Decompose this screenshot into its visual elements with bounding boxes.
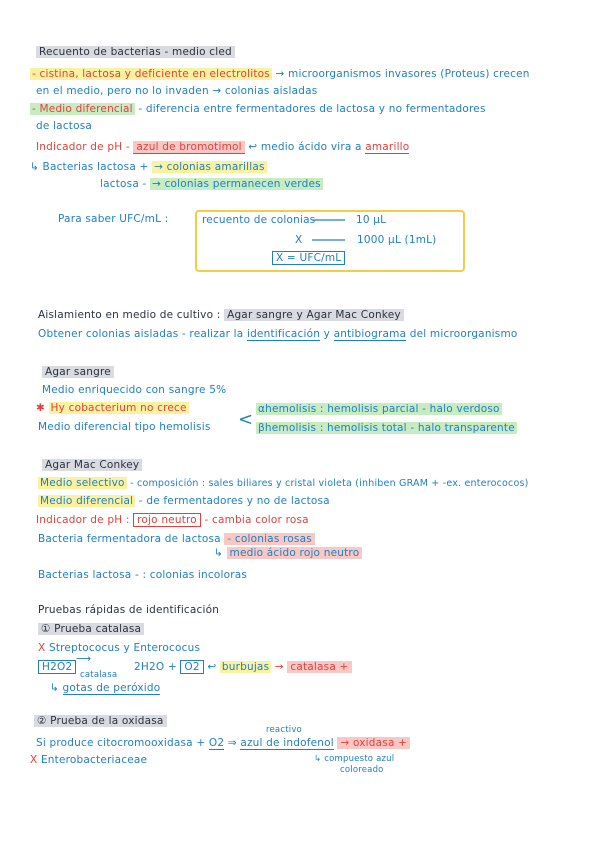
agar-sangre-title-text: Agar sangre	[42, 366, 114, 378]
cled-line-4	[36, 119, 92, 133]
ufc-result-text: X = UFC/mL	[272, 251, 345, 265]
azul-bromotimol: azul de bromotimol	[133, 141, 244, 154]
gotas-line	[50, 681, 160, 695]
y-text: y	[323, 328, 331, 340]
ufc-x: X	[295, 234, 303, 246]
oxidasa-line-2	[30, 753, 147, 767]
oxidasa-positive: → oxidasa +	[337, 737, 410, 749]
sangre-line-1	[42, 383, 226, 397]
gotas-peroxido: gotas de peróxido	[62, 682, 161, 694]
bracket-icon: <	[238, 409, 254, 430]
cled-line-1	[30, 67, 530, 81]
asterisk-icon: ✱	[36, 402, 45, 414]
mac-line-4	[38, 532, 315, 546]
coloreado-text: coloreado	[340, 765, 384, 775]
enterobacteriaceae: Enterobacteriaceae	[40, 754, 148, 766]
catalasa-title-text: ① Prueba catalasa	[38, 623, 144, 635]
aislamiento-title-a: Aislamiento en medio de cultivo :	[38, 309, 221, 321]
streptococus-text: Streptococus y Enterococus	[48, 642, 201, 654]
indicador-line	[36, 140, 409, 154]
amarillo-text: amarillo	[365, 141, 410, 153]
alpha-hemolisis-text: αhemolisis : hemolisis parcial - halo verdoso	[258, 403, 500, 415]
aislamiento-title	[38, 308, 404, 322]
ufc-row-1	[202, 213, 315, 227]
azul-indofenol: azul de indofenol	[240, 737, 334, 749]
ufc-row-2-value	[357, 233, 436, 247]
ufc-label	[58, 212, 168, 226]
beta-hemolisis	[256, 421, 517, 435]
medio-acido-text: medio ácido vira a	[260, 141, 362, 153]
catalasa-small	[80, 670, 117, 680]
section-title-recuento	[36, 45, 235, 59]
antibiograma: antibiograma	[333, 328, 407, 340]
cled-line-3	[30, 102, 486, 116]
mac-conkey-title	[42, 458, 142, 472]
medio-selectivo: Medio selectivo	[40, 477, 125, 489]
beta-hemolisis-text: βhemolisis : hemolisis total - halo transparente	[258, 422, 515, 434]
medio-diferencial-hemolisis: Medio diferencial tipo hemolisis	[38, 421, 211, 433]
identificacion: identificación	[246, 328, 321, 340]
oxidasa-title-text: ② Prueba de la oxidasa	[34, 715, 167, 727]
del-microorganismo: del microorganismo	[409, 328, 518, 340]
reaction-arrow-icon: ⟶	[76, 653, 92, 665]
catalasa-small-text: catalasa	[80, 670, 118, 680]
indicador-ph-mac: Indicador de pH :	[36, 514, 130, 526]
composicion-text: - composición : sales biliares y cristal violeta (inhiben GRAM + -ex. enterococos)	[130, 478, 529, 489]
ox-o2: O2	[208, 737, 225, 749]
bacteria-fermentadora: Bacteria fermentadora de lactosa	[38, 533, 221, 545]
pruebas-title	[38, 603, 219, 617]
oxidasa-title	[34, 714, 167, 728]
o2-box: O2	[180, 660, 203, 674]
h2o-text: 2H2O +	[134, 661, 177, 673]
mac-line-6	[38, 568, 247, 582]
corner-arrow-icon: ↳	[214, 547, 223, 559]
products	[134, 660, 352, 674]
title-text: Recuento de bacterias - medio cled	[36, 46, 235, 58]
coloreado-note	[340, 765, 384, 775]
ufc-label-text: Para saber UFC/mL :	[58, 213, 169, 225]
lactosa-neg-incoloras: Bacterias lactosa - : colonias incoloras	[38, 569, 248, 581]
lactosa-neg-line	[100, 177, 323, 191]
cled-line-2	[36, 84, 317, 98]
pruebas-title-text: Pruebas rápidas de identificación	[38, 604, 220, 616]
lactosa-pos-line	[30, 160, 267, 174]
mac-line-5	[214, 546, 362, 560]
indicador-label: Indicador de pH -	[36, 141, 130, 153]
citocromo-text: Si produce citocromooxidasa +	[36, 737, 206, 749]
arrow-icon: →	[274, 661, 284, 673]
alpha-hemolisis	[256, 402, 502, 416]
mycobacterium-text: Hy cobacterium no crece	[50, 402, 187, 414]
medio-diferencial-mac: Medio diferencial	[40, 495, 134, 507]
cled-line-2-text: en el medio, pero no lo invaden → colonias aisladas	[36, 85, 318, 97]
fermentadores-text: - de fermentadores y no de lactosa	[138, 495, 330, 507]
compuesto-azul: compuesto azul	[324, 754, 395, 764]
reactivo-label	[266, 725, 302, 735]
ufc-result	[272, 251, 345, 265]
rojo-neutro: rojo neutro	[133, 513, 201, 527]
ufc-10ul: 10 µL	[356, 214, 387, 226]
reactivo-text: reactivo	[266, 725, 302, 735]
cled-line-4-text: de lactosa	[36, 120, 93, 132]
recuento-colonias: recuento de colonias	[202, 214, 316, 226]
oxidasa-line-1	[36, 736, 410, 750]
x-mark-icon: X	[30, 754, 38, 766]
catalasa-title	[38, 622, 144, 636]
obtener-colonias: Obtener colonias aisladas - realizar la	[38, 328, 244, 340]
sangre-line-1-text: Medio enriquecido con sangre 5%	[42, 384, 227, 396]
bacterias-lactosa-pos: Bacterias lactosa +	[42, 161, 149, 173]
aislamiento-line	[38, 327, 518, 341]
medio-acido-rojo: medio ácido rojo neutro	[227, 547, 363, 559]
mac-line-2	[38, 494, 330, 508]
implies-icon: ⇒	[227, 737, 237, 749]
ufc-row-1-value	[356, 213, 386, 227]
sangre-line-3	[38, 420, 211, 434]
cled-proteus: → microorganismos invasores (Proteus) crecen	[275, 68, 530, 80]
corner-arrow-icon: ↳	[50, 682, 59, 694]
burbujas-text: burbujas	[221, 661, 270, 673]
mac-conkey-title-text: Agar Mac Conkey	[42, 459, 142, 471]
corner-arrow-icon: ↳	[30, 161, 39, 173]
cambia-color: - cambia color rosa	[204, 514, 309, 526]
mac-line-1	[38, 476, 529, 491]
ufc-row-2	[295, 233, 302, 247]
cled-composition: - cistina, lactosa y deficiente en electrolitos	[32, 68, 270, 80]
colonias-amarillas: → colonias amarillas	[154, 161, 265, 173]
diferencia-text: - diferencia entre fermentadores de lactosa y no fermentadores	[138, 103, 486, 115]
sangre-line-2	[36, 401, 189, 415]
h2o2-box: H2O2	[38, 660, 76, 674]
aislamiento-title-b: Agar sangre y Agar Mac Conkey	[224, 309, 404, 321]
colonias-verdes: → colonias permanecen verdes	[152, 178, 321, 190]
mac-line-3	[36, 513, 309, 527]
agar-sangre-title	[42, 365, 114, 379]
medio-diferencial-label: - Medio diferencial	[32, 103, 133, 115]
curve-arrow-icon: ↩	[207, 661, 217, 673]
lactosa-neg: lactosa -	[100, 178, 147, 190]
catalasa-line-1	[38, 641, 200, 655]
compuesto-note	[314, 754, 394, 764]
catalasa-positive: catalasa +	[287, 661, 351, 673]
colonias-rosas: - colonias rosas	[224, 533, 315, 545]
curve-arrow-icon: ↩	[248, 141, 258, 153]
corner-arrow-icon: ↳	[314, 754, 322, 764]
x-mark-icon: X	[38, 642, 46, 654]
catalasa-reaction	[38, 660, 76, 674]
ufc-1000ul: 1000 µL (1mL)	[357, 234, 437, 246]
